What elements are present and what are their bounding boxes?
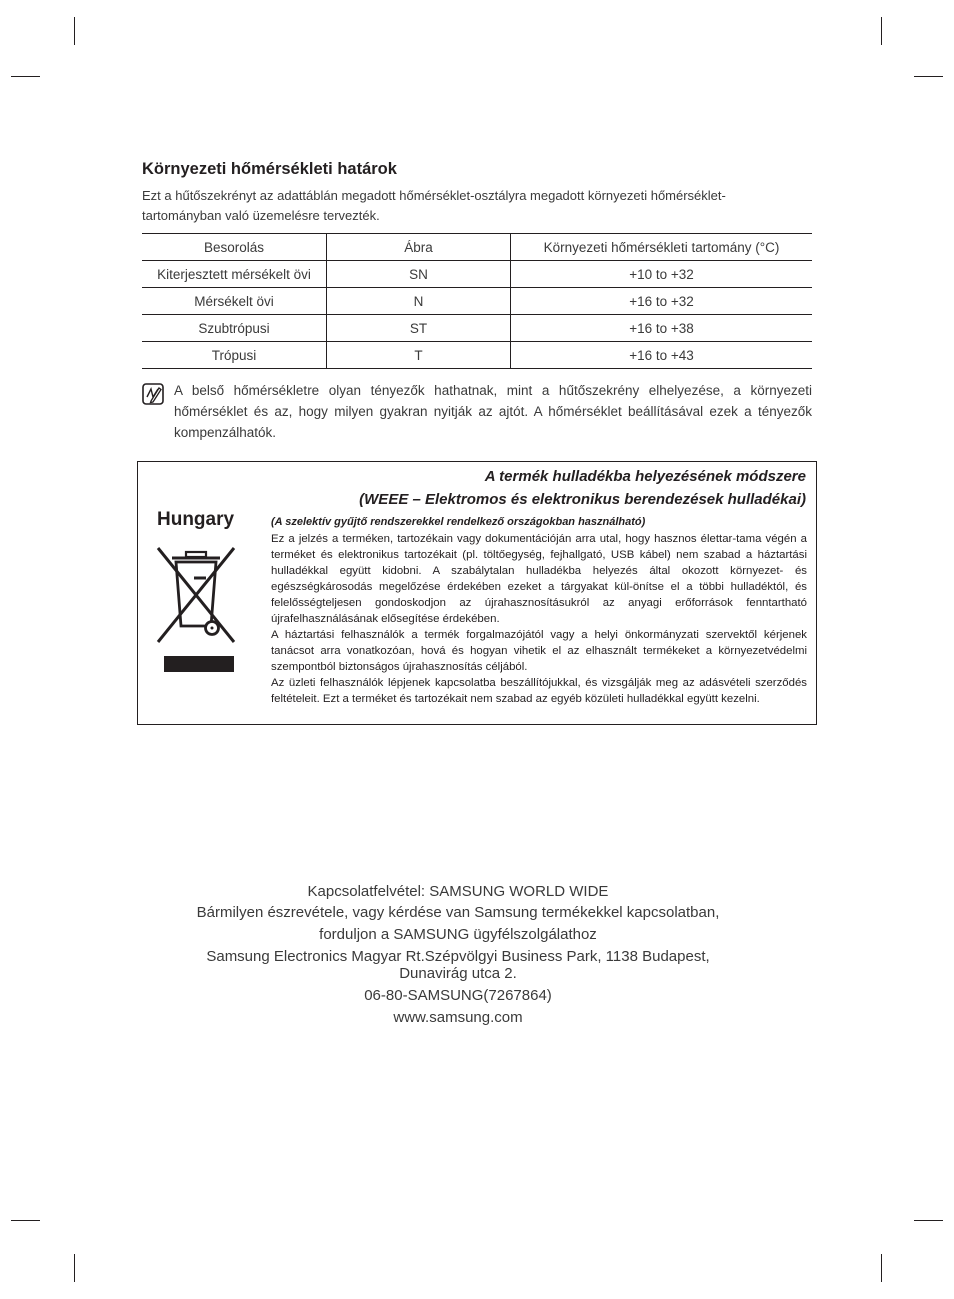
table-cell: N <box>327 288 511 315</box>
note-text: A belső hőmérsékletre olyan tényezők hathatnak, mint a hűtőszekrény elhelyezése, a környezeti hőmérséklet és az, hogy milyen gyakran nyitják az ajtót. A hőmérséklet beállításával ezek a tényezők kompenzálhatók. <box>174 383 812 440</box>
contact-line: Samsung Electronics Magyar Rt.Szépvölgyi Business Park, 1138 Budapest, <box>206 948 710 965</box>
contact-line: Bármilyen észrevétele, vagy kérdése van Samsung termékekkel kapcsolatban, <box>196 904 720 921</box>
note-pencil-icon <box>142 383 164 405</box>
contact-line: Kapcsolatfelvétel: SAMSUNG WORLD WIDE <box>307 883 609 900</box>
separate-collection-bar <box>164 656 234 672</box>
weee-subtitle: (A szelektív gyűjtő rendszerekkel rendelkező országokban használható) <box>271 516 646 528</box>
table-header-row <box>142 234 812 261</box>
intro-line: Ezt a hűtőszekrényt az adattáblán megadott hőmérséklet-osztályra megadott környezeti hőmérséklet- <box>142 188 726 203</box>
weee-title-subline: (WEEE – Elektromos és elektronikus berendezések hulladékai) <box>359 491 806 508</box>
table-cell: +10 to +32 <box>511 261 813 288</box>
intro-text <box>142 186 812 226</box>
table-cell: T <box>327 342 511 369</box>
weee-body <box>271 531 807 707</box>
table-cell: +16 to +32 <box>511 288 813 315</box>
table-cell: SN <box>327 261 511 288</box>
intro-line: tartományban való üzemelésre tervezték. <box>142 208 380 223</box>
contact-info <box>142 883 774 1026</box>
weee-paragraph: A háztartási felhasználók a termék forgalmazójától vagy a helyi önkormányzati szervektől kérjenek tanácsot arra vonatkozóan, hová és hogyan vihetik el az elhasznált termékeket a környezetvédelmi szempontból biztonságos újrahasznosítás céljából. <box>271 629 807 673</box>
column-header: Környezeti hőmérsékleti tartomány (°C) <box>511 234 813 261</box>
temperature-class-table <box>142 233 812 369</box>
table-cell: Mérsékelt övi <box>142 288 327 315</box>
crop-mark <box>914 1220 943 1221</box>
table-cell: Kiterjesztett mérsékelt övi <box>142 261 327 288</box>
crop-mark <box>881 17 882 45</box>
weee-paragraph: Ez a jelzés a terméken, tartozékain vagy dokumentációján arra utal, hogy hasznos élettar-tama végén a terméket és elektronikus tartozékait (pl. töltőegység, fejhallgató, USB kábel) nem szabad a háztartási hulladékkal együtt kidobni. A szabálytalan hulladékba helyezés által okozott környezet- és egészségkárosodás megelőzése érdekében ezeket a tárgyakat kül-önítse el a többi hulladéktól, és felelősségteljesen gondoskodjon az újrahasznosításukról az anyagi erőforrások fenntartható újrafelhasználásának elősegítése érdekében. <box>271 533 807 625</box>
table-cell: +16 to +43 <box>511 342 813 369</box>
crop-mark <box>74 1254 75 1282</box>
table-cell: +16 to +38 <box>511 315 813 342</box>
weee-title: A termék hulladékba helyezésének módszere <box>484 468 806 485</box>
crop-mark <box>11 1220 40 1221</box>
crop-mark <box>74 17 75 45</box>
table-cell: Trópusi <box>142 342 327 369</box>
crop-mark <box>914 76 943 77</box>
crossed-out-wheelie-bin-icon <box>154 546 238 644</box>
table-cell: ST <box>327 315 511 342</box>
weee-notice-box <box>137 461 817 725</box>
crop-mark <box>11 76 40 77</box>
table-cell: Szubtrópusi <box>142 315 327 342</box>
table-row <box>142 261 812 288</box>
table-row <box>142 315 812 342</box>
column-header: Besorolás <box>142 234 327 261</box>
contact-line: forduljon a SAMSUNG ügyfélszolgálathoz <box>319 926 597 943</box>
table-row <box>142 342 812 369</box>
website-link[interactable]: www.samsung.com <box>393 1009 523 1026</box>
column-header: Ábra <box>327 234 511 261</box>
weee-paragraph: Az üzleti felhasználók lépjenek kapcsolatba beszállítójukkal, és vizsgálják meg az adásvételi szerződés feltételeit. Ezt a terméket és tartozékait nem szabad az egyéb közületi hulladékkal együtt kezelni. <box>271 677 807 705</box>
table-row <box>142 288 812 315</box>
contact-line: 06-80-SAMSUNG(7267864) <box>364 987 552 1004</box>
country-label: Hungary <box>157 509 235 530</box>
contact-line: Dunavirág utca 2. <box>399 965 517 982</box>
section-title: Környezeti hőmérsékleti határok <box>142 160 397 178</box>
crop-mark <box>881 1254 882 1282</box>
